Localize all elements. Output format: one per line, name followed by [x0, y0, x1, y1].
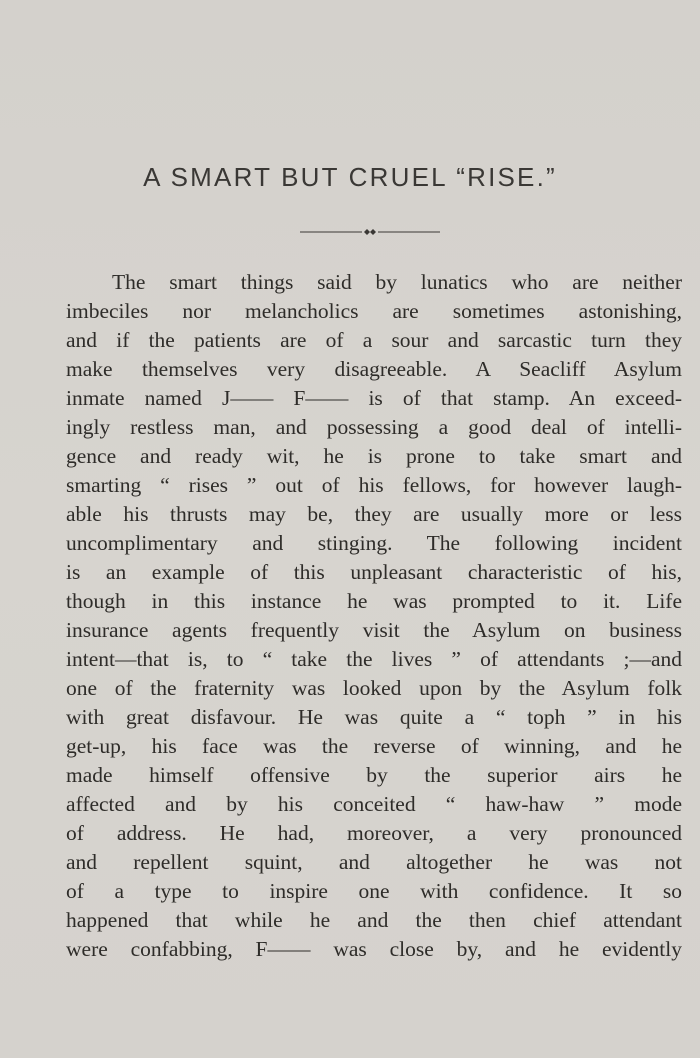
text-line: happened that while he and the then chief attendant: [66, 908, 682, 932]
text-line: able his thrusts may be, they are usually more or less: [66, 502, 682, 526]
text-line: uncomplimentary and stinging. The following incident: [66, 531, 682, 555]
text-line: imbeciles nor melancholics are sometimes astonishing,: [66, 299, 682, 323]
text-line: The smart things said by lunatics who are neither: [112, 270, 682, 294]
text-line: were confabbing, F—— was close by, and he evidently: [66, 937, 682, 961]
text-line: of address. He had, moreover, a very pronounced: [66, 821, 682, 845]
text-line: intent—that is, to “ take the lives ” of attendants ;—and: [66, 647, 682, 671]
chapter-title: A SMART BUT CRUEL “RISE.”: [143, 162, 557, 192]
text-line: of a type to inspire one with confidence. It so: [66, 879, 682, 903]
body-paragraph: [66, 268, 682, 964]
text-line: and if the patients are of a sour and sarcastic turn they: [66, 328, 682, 352]
text-line: is an example of this unpleasant characteristic of his,: [66, 560, 682, 584]
text-line: made himself offensive by the superior airs he: [66, 763, 682, 787]
text-line: insurance agents frequently visit the Asylum on business: [66, 618, 682, 642]
text-line: ingly restless man, and possessing a good deal of intelli-: [66, 415, 682, 439]
text-line: and repellent squint, and altogether he was not: [66, 850, 682, 874]
text-line: with great disfavour. He was quite a “ toph ” in his: [66, 705, 682, 729]
text-line: gence and ready wit, he is prone to take smart and: [66, 444, 682, 468]
text-line: make themselves very disagreeable. A Seacliff Asylum: [66, 357, 682, 381]
text-line: get-up, his face was the reverse of winning, and he: [66, 734, 682, 758]
text-line: one of the fraternity was looked upon by the Asylum folk: [66, 676, 682, 700]
text-line: though in this instance he was prompted to it. Life: [66, 589, 682, 613]
text-line: inmate named J—— F—— is of that stamp. An exceed-: [66, 386, 682, 410]
text-line: affected and by his conceited “ haw-haw ” mode: [66, 792, 682, 816]
text-line: smarting “ rises ” out of his fellows, for however laugh-: [66, 473, 682, 497]
ornament-divider-icon: [300, 224, 440, 240]
